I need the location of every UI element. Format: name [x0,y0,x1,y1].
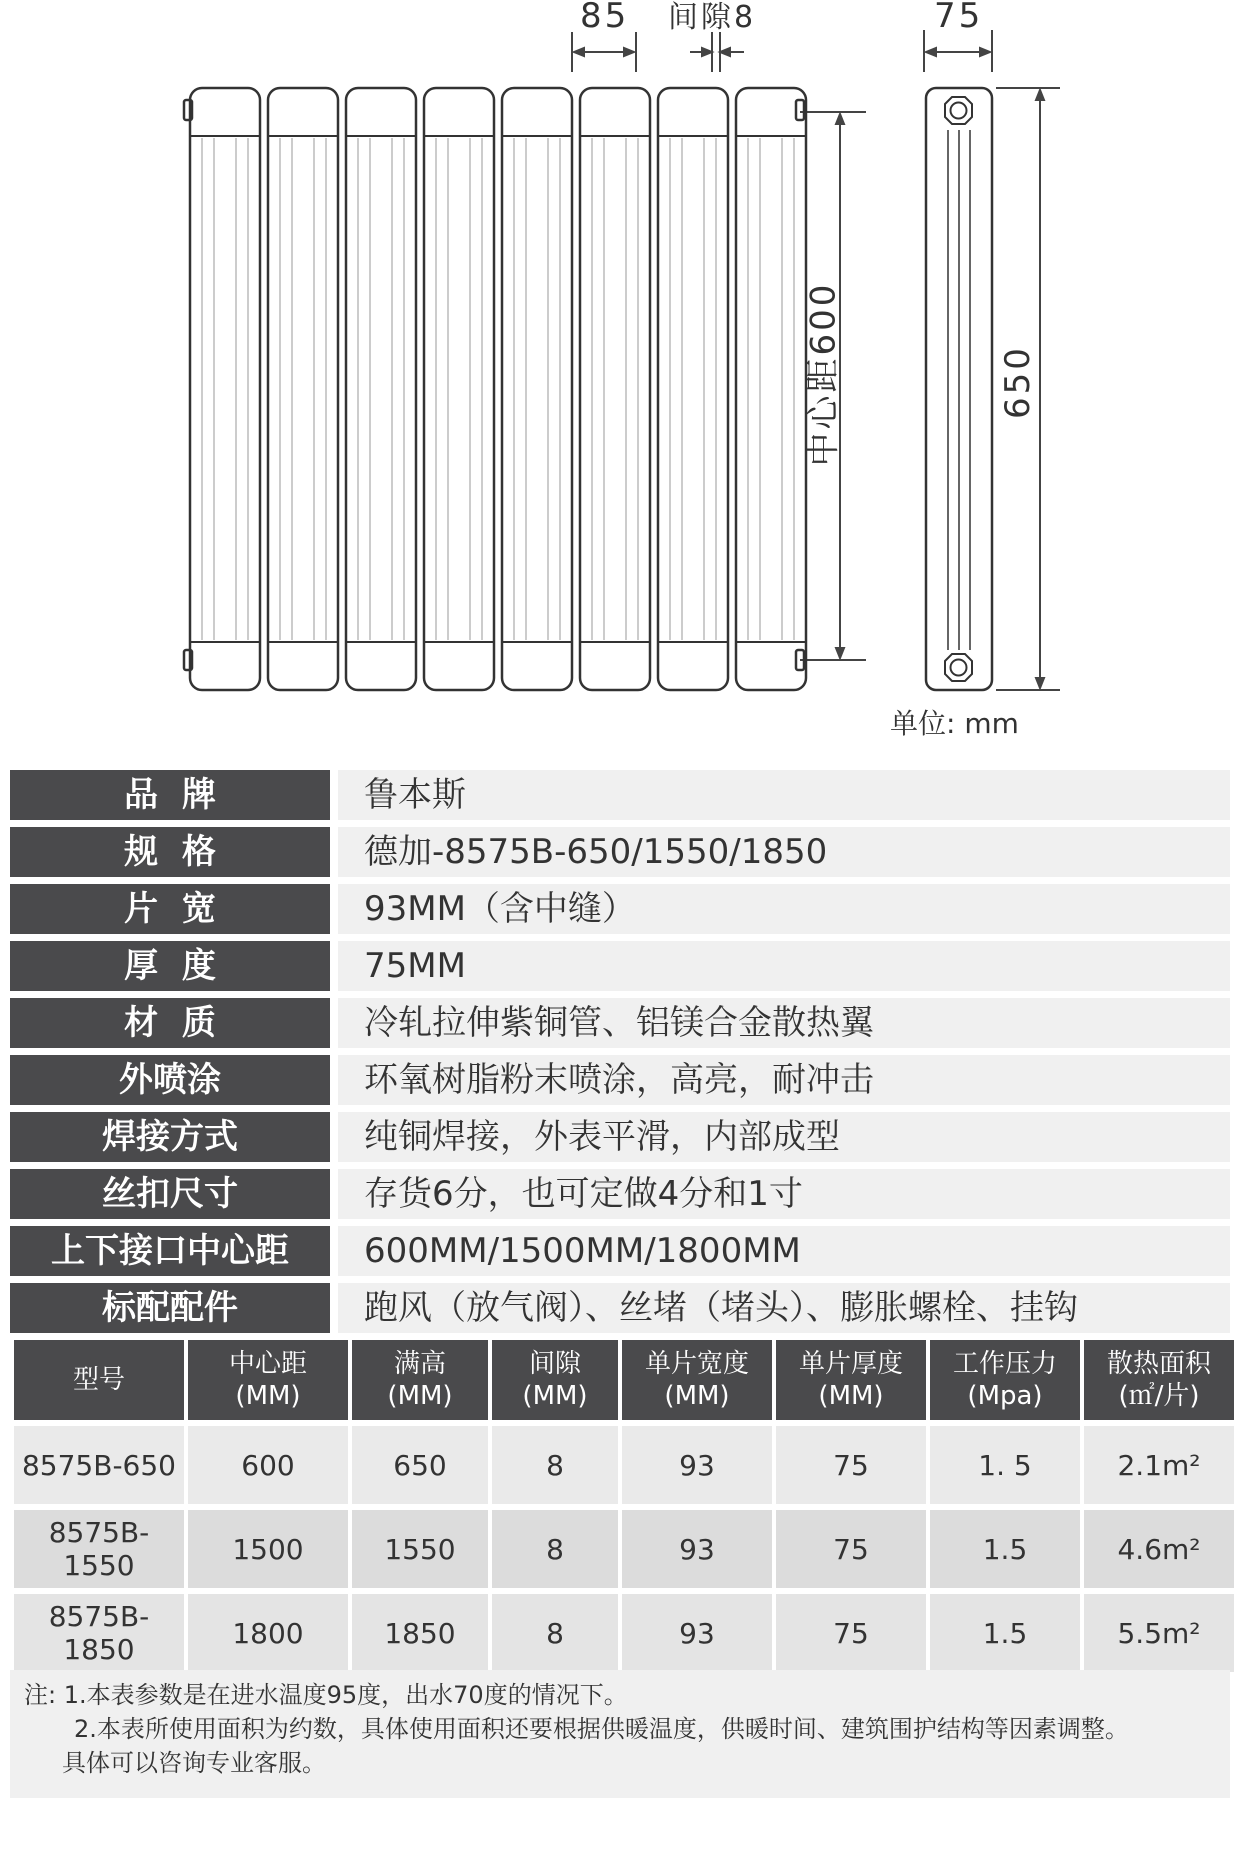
header-line-1: 间隙 [528,1349,581,1379]
note-line-1: 注: 1.本表参数是在进水温度95度，出水70度的情况下。 [24,1681,628,1709]
unit-label: 单位: mm [890,707,1019,740]
table-cell: 1800 [188,1594,348,1672]
spec-value: 存货6分，也可定做4分和1寸 [338,1169,1230,1219]
table-cell: 8 [492,1594,618,1672]
radiator-diagram [0,0,1240,760]
note-line-3: 具体可以咨询专业客服。 [62,1749,326,1777]
table-cell: 8575B-1550 [14,1510,184,1588]
notes [10,1670,1230,1798]
model-table [10,1340,1238,1672]
table-header-cell [1084,1340,1234,1420]
table-cell: 1550 [352,1510,488,1588]
radiator-section [346,88,416,690]
table-cell: 8575B-1850 [14,1594,184,1672]
table-cell: 93 [622,1510,772,1588]
spec-value: 跑风（放气阀）、丝堵（堵头）、膨胀螺栓、挂钩 [338,1283,1230,1333]
width-dimension-label: 85 [580,0,630,36]
header-line-1: 散热面积 [1106,1349,1211,1379]
header-line-1: 单片厚度 [798,1349,903,1379]
table-cell: 93 [622,1426,772,1504]
table-row [14,1594,1234,1672]
spec-value: 环氧树脂粉末喷涂，高亮，耐冲击 [338,1055,1230,1105]
table-header-cell [14,1340,184,1420]
header-line-1: 单片宽度 [644,1349,749,1379]
spec-value: 冷轧拉伸紫铜管、铝镁合金散热翼 [338,998,1230,1048]
table-header-cell [776,1340,926,1420]
depth-dimension-label: 75 [934,0,984,36]
header-line-1: 中心距 [228,1349,307,1379]
header-line-2: (MM) [522,1381,588,1411]
spec-label: 上下接口中心距 [10,1226,330,1276]
table-cell: 600 [188,1426,348,1504]
gap-dimension-label: 间隙8 [668,0,757,35]
header-line-2: (MM) [818,1381,884,1411]
table-header-cell [622,1340,772,1420]
radiator-section [424,88,494,690]
table-cell: 8 [492,1510,618,1588]
table-cell: 8 [492,1426,618,1504]
header-line-2: (Mpa) [967,1381,1043,1411]
table-header-cell [188,1340,348,1420]
spec-label: 丝扣尺寸 [10,1169,330,1219]
table-row [14,1510,1234,1588]
spec-row [10,770,1230,820]
table-cell: 650 [352,1426,488,1504]
spec-label: 规 格 [10,827,330,877]
spec-label: 外喷涂 [10,1055,330,1105]
table-cell: 1.5 [930,1594,1080,1672]
header-line-2: (MM) [387,1381,453,1411]
header-line-1: 满高 [393,1349,446,1379]
spec-row [10,998,1230,1048]
radiator-section [268,88,338,690]
center-distance-label: 中心距600 [803,281,844,467]
spec-value: 93MM（含中缝） [338,884,1230,934]
table-cell: 5.5m² [1084,1594,1234,1672]
table-cell: 75 [776,1426,926,1504]
radiator-section [190,88,260,690]
height-dimension-label: 650 [998,345,1038,419]
table-cell: 1.5 [930,1510,1080,1588]
spec-label: 片 宽 [10,884,330,934]
table-cell: 75 [776,1510,926,1588]
spec-row [10,827,1230,877]
spec-label: 厚 度 [10,941,330,991]
spec-value: 600MM/1500MM/1800MM [338,1226,1230,1276]
table-cell: 1850 [352,1594,488,1672]
note-line-2: 2.本表所使用面积为约数，具体使用面积还要根据供暖温度，供暖时间、建筑围护结构等因素调整。 [74,1715,1129,1743]
spec-row [10,1226,1230,1276]
valve-stub [184,650,192,670]
spec-label: 品 牌 [10,770,330,820]
spec-label: 焊接方式 [10,1112,330,1162]
table-cell: 1. 5 [930,1426,1080,1504]
spec-row [10,1055,1230,1105]
header-line-2: (MM) [235,1381,301,1411]
spec-label: 材 质 [10,998,330,1048]
table-header-cell [930,1340,1080,1420]
header-line-2: (㎡/片) [1118,1381,1200,1411]
header-line-1: 型号 [72,1365,125,1395]
spec-value: 鲁本斯 [338,770,1230,820]
spec-value: 德加-8575B-650/1550/1850 [338,827,1230,877]
radiator-drawing [0,0,1240,760]
spec-row [10,1112,1230,1162]
valve-stub [184,100,192,120]
table-header-cell [492,1340,618,1420]
radiator-section [658,88,728,690]
header-line-2: (MM) [664,1381,730,1411]
valve-stub [796,100,804,120]
spec-row [10,884,1230,934]
spec-row [10,1169,1230,1219]
spec-value: 纯铜焊接，外表平滑，内部成型 [338,1112,1230,1162]
table-cell: 93 [622,1594,772,1672]
table-header-cell [352,1340,488,1420]
spec-row [10,941,1230,991]
table-cell: 75 [776,1594,926,1672]
radiator-section [502,88,572,690]
spec-value: 75MM [338,941,1230,991]
spec-row [10,1283,1230,1333]
spec-label: 标配配件 [10,1283,330,1333]
table-row [14,1426,1234,1504]
table-cell: 2.1m² [1084,1426,1234,1504]
header-line-1: 工作压力 [952,1349,1057,1379]
table-cell: 8575B-650 [14,1426,184,1504]
radiator-section [580,88,650,690]
table-cell: 1500 [188,1510,348,1588]
table-cell: 4.6m² [1084,1510,1234,1588]
table-header-row [14,1340,1234,1420]
